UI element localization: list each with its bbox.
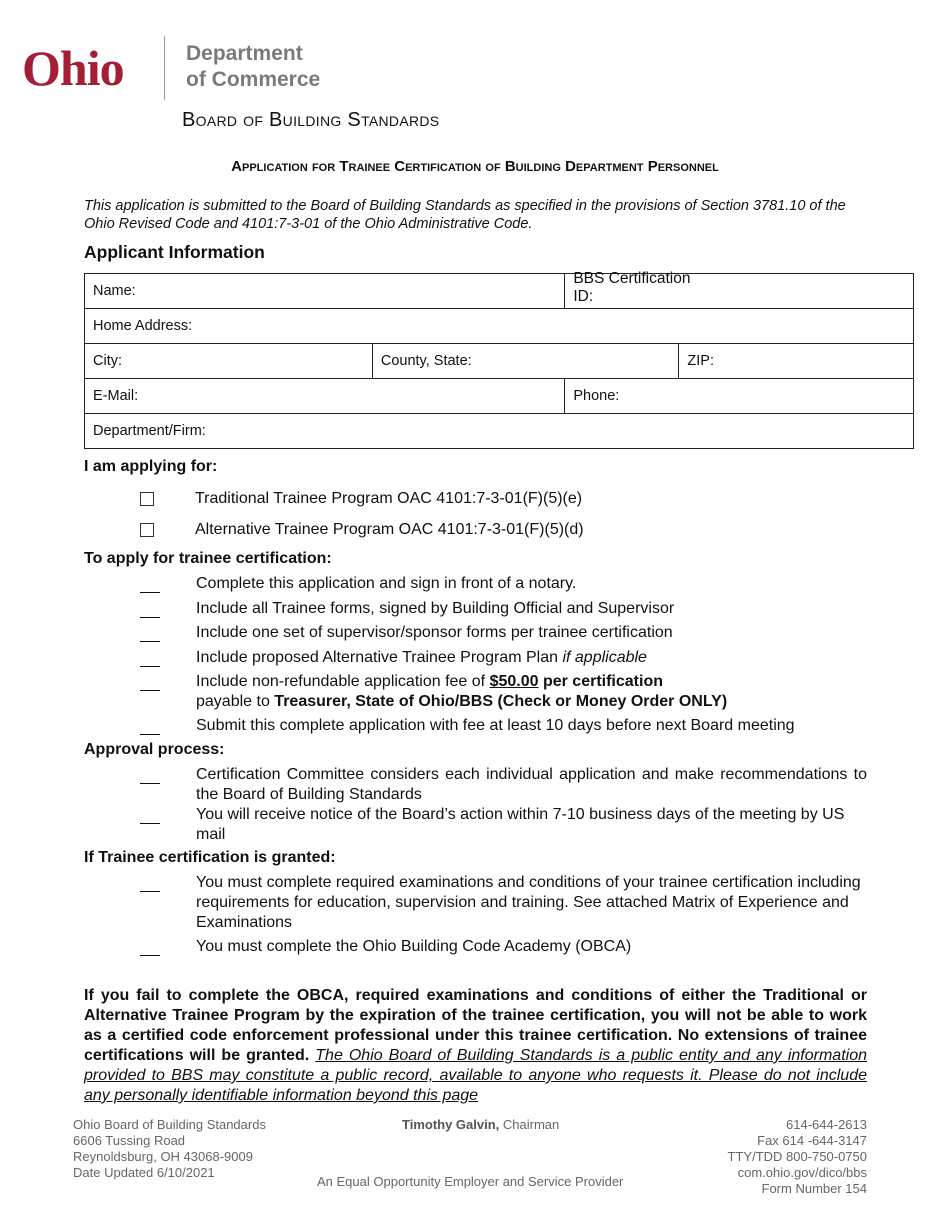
checkbox-traditional[interactable]	[140, 492, 154, 506]
check-blank[interactable]	[140, 652, 160, 667]
checklist-item-text: You will receive notice of the Board’s action within 7-10 business days of the meeting by US mail	[196, 806, 845, 843]
check-blank[interactable]	[140, 809, 160, 824]
apply-steps-label: To apply for trainee certification:	[84, 550, 332, 567]
footer-fax: Fax 614 -644-3147	[757, 1133, 867, 1148]
email-field[interactable]	[144, 382, 556, 410]
footer-form-number: Form Number 154	[761, 1181, 867, 1196]
home-address-field[interactable]	[198, 312, 905, 340]
check-blank[interactable]	[140, 877, 160, 892]
intro-text: This application is submitted to the Board of Building Standards as specified in the provisions of Section 3781.10 of the Ohio Revised Code and 4101:7-3-01 of the Ohio Administrative Code.	[84, 198, 846, 232]
applicant-info-table	[84, 270, 914, 449]
checklist-item	[140, 765, 867, 805]
checklist-item-text: Include proposed Alternative Trainee Program Plan	[196, 649, 558, 666]
check-blank[interactable]	[140, 603, 160, 618]
check-blank[interactable]	[140, 627, 160, 642]
applicant-info-heading: Applicant Information	[84, 242, 265, 262]
name-field[interactable]	[142, 277, 557, 305]
footer-phone: 614-644-2613	[786, 1117, 867, 1132]
alternative-program-label: Alternative Trainee Program OAC 4101:7-3-01(F)(5)(d)	[195, 521, 584, 538]
checklist-item	[140, 672, 867, 712]
ohio-logo-text: Ohio	[22, 40, 124, 96]
checklist-item-text: Complete this application and sign in front of a notary.	[196, 575, 577, 592]
dept-line-1: Department	[186, 42, 303, 65]
check-blank[interactable]	[140, 769, 160, 784]
check-blank[interactable]	[140, 941, 160, 956]
footer-tty: TTY/TDD 800-750-0750	[727, 1149, 867, 1164]
check-blank[interactable]	[140, 578, 160, 593]
phone-label: Phone:	[573, 388, 620, 404]
email-label: E-Mail:	[93, 388, 139, 404]
alternative-program-option[interactable]	[140, 519, 584, 541]
warning-bold-text: If you fail to complete the OBCA, required examinations and conditions of either the Traditional or Alternative Trainee Program by the expiration of the trainee certification, you will not be able to work as a certified code enforcement professional under this trainee certification. No extensions of trainee certifications will be granted.	[84, 987, 867, 1064]
checklist-item-text: Include non-refundable application fee of	[196, 673, 486, 690]
payable-to: payable to	[196, 693, 270, 710]
approval-label: Approval process:	[84, 741, 225, 758]
public-record-notice: The Ohio Board of Building Standards is a public entity and any information provided to BBS may constitute a public record, available to anyone who requests it. Please do not include any personally identifiable information beyond this page	[84, 1047, 867, 1104]
checklist-item-text: You must complete required examinations and conditions of your trainee certification including requirements for education, supervision and training. See attached Matrix of Experience and Examinations	[196, 874, 861, 931]
ohio-commerce-logo	[22, 36, 342, 100]
footer-chairman	[402, 1117, 559, 1133]
checklist-item-text: Certification Committee considers each individual application and make recommendations to the Board of Building Standards	[196, 766, 867, 803]
footer-line: Reynoldsburg, OH 43068-9009	[73, 1149, 253, 1164]
checkbox-alternative[interactable]	[140, 523, 154, 537]
city-label: City:	[93, 353, 122, 369]
checklist-item	[140, 805, 867, 845]
name-label: Name:	[93, 283, 136, 299]
checklist-item	[140, 937, 867, 957]
bbs-id-label: BBS Certification ID:	[573, 270, 691, 305]
check-blank[interactable]	[140, 676, 160, 691]
ohio-wordmark	[22, 36, 124, 100]
county-state-label: County, State:	[380, 353, 472, 369]
checklist-item-text: Submit this complete application with fee at least 10 days before next Board meeting	[196, 717, 795, 734]
payee: Treasurer, State of Ohio/BBS (Check or Money Order ONLY)	[274, 693, 728, 710]
phone-field[interactable]	[625, 382, 905, 410]
checklist-item-text: Include one set of supervisor/sponsor forms per trainee certification	[196, 624, 673, 641]
traditional-program-option[interactable]	[140, 488, 582, 510]
footer-date-updated: Date Updated 6/10/2021	[73, 1165, 215, 1180]
logo-divider	[164, 36, 165, 100]
zip-label: ZIP:	[687, 353, 714, 369]
checklist-item	[140, 648, 867, 668]
fee-amount: $50.00	[489, 673, 539, 690]
checklist-item	[140, 623, 867, 643]
if-applicable-note: if applicable	[562, 649, 647, 666]
county-state-field[interactable]	[478, 347, 671, 375]
fee-per: per certification	[542, 673, 663, 690]
footer-line: 6606 Tussing Road	[73, 1133, 186, 1148]
checklist-item	[140, 574, 867, 594]
board-name: Board of Building Standards	[182, 109, 440, 131]
checklist-item	[140, 873, 867, 933]
home-address-label: Home Address:	[93, 318, 193, 334]
footer-website[interactable]: com.ohio.gov/dico/bbs	[737, 1165, 867, 1180]
footer-contact	[728, 1117, 867, 1197]
chairman-title: Chairman	[502, 1117, 560, 1132]
form-title: Application for Trainee Certification of Building Department Personnel	[231, 158, 719, 175]
department-name	[186, 41, 320, 93]
checklist-item-text: You must complete the Ohio Building Code Academy (OBCA)	[196, 938, 632, 955]
checklist-item	[140, 599, 867, 619]
chairman-name: Timothy Galvin,	[402, 1117, 500, 1132]
checklist-item-text: Include all Trainee forms, signed by Building Official and Supervisor	[196, 600, 675, 617]
dept-line-2: of Commerce	[186, 68, 321, 91]
granted-label: If Trainee certification is granted:	[84, 849, 336, 866]
footer-eoe: An Equal Opportunity Employer and Service Provider	[317, 1174, 624, 1189]
bbs-id-field[interactable]	[720, 274, 905, 302]
zip-field[interactable]	[720, 347, 905, 375]
department-field[interactable]	[212, 417, 905, 445]
check-blank[interactable]	[140, 720, 160, 735]
footer-address	[73, 1117, 266, 1181]
footer-line: Ohio Board of Building Standards	[73, 1117, 266, 1132]
checklist-item	[140, 716, 867, 736]
applying-for-label: I am applying for:	[84, 458, 218, 475]
warning-notice	[84, 986, 867, 1106]
traditional-program-label: Traditional Trainee Program OAC 4101:7-3-01(F)(5)(e)	[195, 490, 583, 507]
city-field[interactable]	[128, 347, 364, 375]
department-label: Department/Firm:	[93, 423, 206, 439]
